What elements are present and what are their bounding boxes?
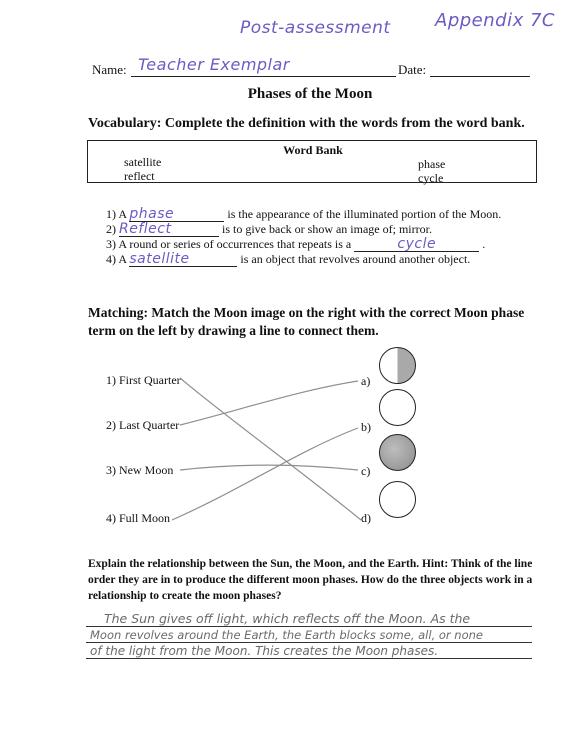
moon-last-quarter-image bbox=[379, 481, 416, 518]
name-value: Teacher Exemplar bbox=[138, 55, 290, 74]
item-text: is the appearance of the illuminated portion of the Moon. bbox=[227, 207, 502, 221]
answer-text: satellite bbox=[129, 251, 190, 267]
answer-blank bbox=[119, 223, 219, 237]
explain-prompt-2: order they are in to produce the different moon phases. How do the three objects work in a bbox=[88, 574, 533, 586]
letter-a: a) bbox=[361, 374, 371, 388]
appendix-label: Appendix 7C bbox=[435, 10, 555, 31]
word-bank-word: satellite bbox=[124, 155, 162, 169]
answer-blank bbox=[354, 238, 479, 252]
date-label: Date: bbox=[398, 62, 427, 77]
answer-text-2: Moon revolves around the Earth, the Earth blocks some, all, or none bbox=[90, 628, 483, 642]
vocab-item-4 bbox=[106, 252, 470, 267]
vocabulary-heading: Vocabulary: Complete the definition with the words from the word bank. bbox=[88, 116, 525, 131]
vocab-item-3 bbox=[106, 237, 485, 252]
item-text: is to give back or show an image of; mirror. bbox=[222, 222, 432, 236]
date-line bbox=[430, 76, 530, 77]
item-number: 4) bbox=[106, 252, 116, 266]
match-line-first-quarter bbox=[180, 378, 361, 520]
word-bank-word: phase bbox=[418, 157, 446, 171]
vocab-item-1 bbox=[106, 207, 501, 222]
answer-text: phase bbox=[129, 206, 175, 222]
name-label: Name: bbox=[92, 62, 127, 77]
answer-blank bbox=[129, 208, 224, 222]
word-bank-word: reflect bbox=[124, 169, 155, 183]
word-bank-title: Word Bank bbox=[283, 143, 343, 157]
item-text: is an object that revolves around another object. bbox=[240, 252, 471, 266]
explain-prompt-1: Explain the relationship between the Sun, the Moon, and the Earth. Hint: Think of the line bbox=[88, 558, 533, 570]
answer-rule-3 bbox=[86, 658, 532, 659]
moon-first-quarter-image bbox=[379, 347, 416, 384]
term-new-moon: 3) New Moon bbox=[106, 463, 174, 477]
item-number: 3) bbox=[106, 237, 116, 251]
answer-text: Reflect bbox=[119, 221, 172, 237]
letter-b: b) bbox=[361, 420, 371, 434]
item-number: 2) bbox=[106, 222, 116, 236]
term-last-quarter: 2) Last Quarter bbox=[106, 418, 180, 432]
matching-heading-1: Matching: Match the Moon image on the right with the correct Moon phase bbox=[88, 305, 525, 320]
word-bank-box bbox=[87, 140, 537, 183]
answer-blank bbox=[129, 253, 237, 267]
term-full-moon: 4) Full Moon bbox=[106, 511, 171, 525]
explain-prompt-3: relationship to create the moon phases? bbox=[88, 590, 282, 602]
word-bank-word: cycle bbox=[418, 171, 444, 185]
page-title: Phases of the Moon bbox=[247, 86, 373, 102]
match-line-last-quarter bbox=[180, 381, 358, 425]
item-number: 1) bbox=[106, 207, 116, 221]
answer-rule-2 bbox=[86, 642, 532, 643]
answer-text: cycle bbox=[397, 236, 437, 252]
answer-rule-1 bbox=[86, 626, 532, 627]
vocab-item-2 bbox=[106, 222, 432, 237]
moon-full-image bbox=[379, 434, 416, 471]
answer-text-3: of the light from the Moon. This creates the Moon phases. bbox=[90, 644, 439, 658]
letter-c: c) bbox=[361, 464, 371, 478]
letter-d: d) bbox=[361, 511, 371, 525]
answer-text-1: The Sun gives off light, which reflects off the Moon. As the bbox=[104, 611, 471, 626]
post-assessment-label: Post-assessment bbox=[240, 18, 391, 38]
match-line-new-moon bbox=[180, 465, 358, 470]
moon-new-image bbox=[379, 389, 416, 426]
term-first-quarter: 1) First Quarter bbox=[106, 373, 181, 387]
item-prefix: A bbox=[118, 252, 127, 266]
match-line-full-moon bbox=[172, 428, 358, 520]
matching-heading-2: term on the left by drawing a line to connect them. bbox=[88, 323, 379, 338]
item-prefix: A round or series of occurrences that repeats is a bbox=[118, 237, 352, 251]
name-line bbox=[131, 76, 396, 77]
item-suffix: . bbox=[482, 237, 486, 251]
item-prefix: A bbox=[118, 207, 127, 221]
